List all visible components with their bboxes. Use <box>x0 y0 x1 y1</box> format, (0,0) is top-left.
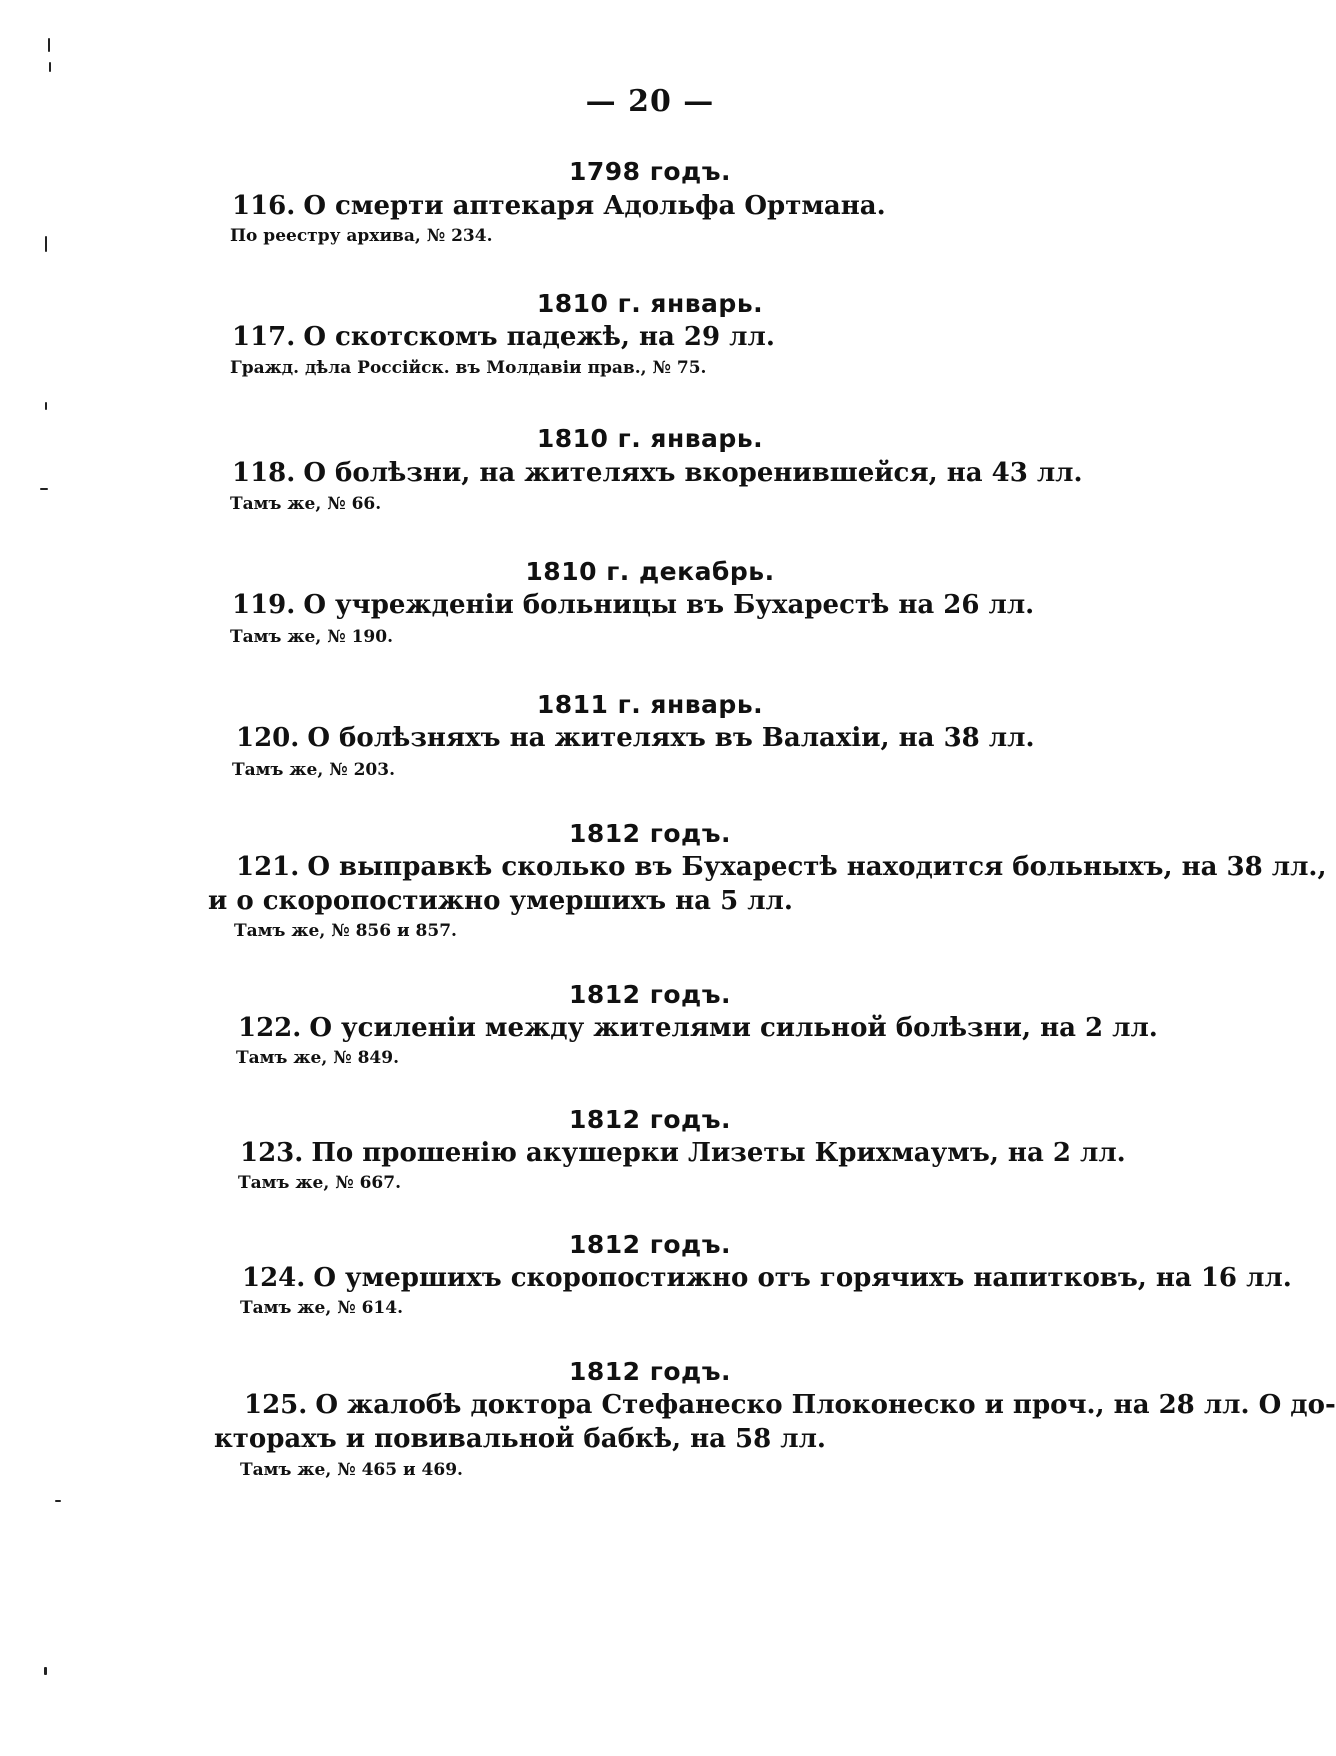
entry-text-continued <box>214 1420 826 1458</box>
scan-speck <box>45 236 47 252</box>
entry-number: 121. <box>236 852 300 882</box>
entry-source: Тамъ же, № 203. <box>232 760 396 780</box>
entry-line: О жалобѣ доктора Стефанеско Плоконеско и проч., на 28 лл. О до- <box>315 1390 1336 1420</box>
entry-number: 120. <box>236 723 300 753</box>
entry-number: 116. <box>232 191 296 221</box>
page-number: — 20 — <box>585 84 715 119</box>
entry-heading: 1810 г. январь. <box>536 424 764 453</box>
entry-source: По реестру архива, № 234. <box>230 226 493 246</box>
entry-heading: 1811 г. январь. <box>536 690 764 719</box>
entry-text <box>240 1134 1126 1172</box>
entry-text <box>232 586 1034 624</box>
entry-text <box>238 1009 1158 1047</box>
entry-source: Тамъ же, № 66. <box>230 494 382 514</box>
entry-text <box>232 187 886 225</box>
entry-line: По прошенію акушерки Лизеты Крихмаумъ, на 2 лл. <box>311 1138 1126 1168</box>
entry-line: О болѣзни, на жителяхъ вкоренившейся, на 43 лл. <box>303 458 1083 488</box>
entry-heading: 1798 годъ. <box>569 157 731 186</box>
entry-line: О умершихъ скоропостижно отъ горячихъ напитковъ, на 16 лл. <box>313 1263 1292 1293</box>
entry-text <box>242 1259 1292 1297</box>
entry-text <box>232 454 1083 492</box>
entry-heading: 1812 годъ. <box>569 1357 731 1386</box>
entry-source: Тамъ же, № 614. <box>240 1298 404 1318</box>
entry-heading: 1812 годъ. <box>569 1105 731 1134</box>
entry-number: 124. <box>242 1263 306 1293</box>
entry-text <box>244 1386 1336 1424</box>
scan-speck <box>45 402 47 410</box>
entry-number: 125. <box>244 1390 308 1420</box>
scan-speck <box>55 1500 61 1502</box>
entry-line: О учрежденіи больницы въ Бухарестѣ на 26 лл. <box>303 590 1035 620</box>
entry-line: и о скоропостижно умершихъ на 5 лл. <box>208 886 793 916</box>
entry-source: Гражд. дѣла Россійск. въ Молдавіи прав., № 75. <box>230 358 707 378</box>
entry-source: Тамъ же, № 849. <box>236 1048 400 1068</box>
scan-speck <box>44 1667 47 1675</box>
entry-line: О выправкѣ сколько въ Бухарестѣ находится больныхъ, на 38 лл., <box>307 852 1327 882</box>
entry-number: 123. <box>240 1138 304 1168</box>
entry-heading: 1810 г. декабрь. <box>525 557 775 586</box>
entry-line: О усиленіи между жителями сильной болѣзни, на 2 лл. <box>309 1013 1158 1043</box>
entry-heading: 1812 годъ. <box>569 1230 731 1259</box>
scan-speck <box>40 488 48 490</box>
scan-speck <box>48 38 50 52</box>
scan-speck <box>49 62 51 72</box>
entry-heading: 1812 годъ. <box>569 980 731 1009</box>
entry-number: 118. <box>232 458 296 488</box>
entry-text <box>236 848 1327 886</box>
entry-heading: 1812 годъ. <box>569 819 731 848</box>
entry-line: О болѣзняхъ на жителяхъ въ Валахіи, на 38 лл. <box>307 723 1035 753</box>
entry-line: О скотскомъ падежѣ, на 29 лл. <box>303 322 775 352</box>
entry-number: 117. <box>232 322 296 352</box>
entry-text <box>236 719 1035 757</box>
entry-text-continued <box>208 882 793 920</box>
entry-source: Тамъ же, № 465 и 469. <box>240 1460 463 1480</box>
entry-number: 119. <box>232 590 296 620</box>
entry-line: О смерти аптекаря Адольфа Ортмана. <box>303 191 886 221</box>
entry-source: Тамъ же, № 856 и 857. <box>234 921 457 941</box>
entry-number: 122. <box>238 1013 302 1043</box>
entry-text <box>232 318 775 356</box>
entry-source: Тамъ же, № 667. <box>238 1173 402 1193</box>
entry-line: кторахъ и повивальной бабкѣ, на 58 лл. <box>214 1424 826 1454</box>
entry-source: Тамъ же, № 190. <box>230 627 394 647</box>
entry-heading: 1810 г. январь. <box>536 289 764 318</box>
